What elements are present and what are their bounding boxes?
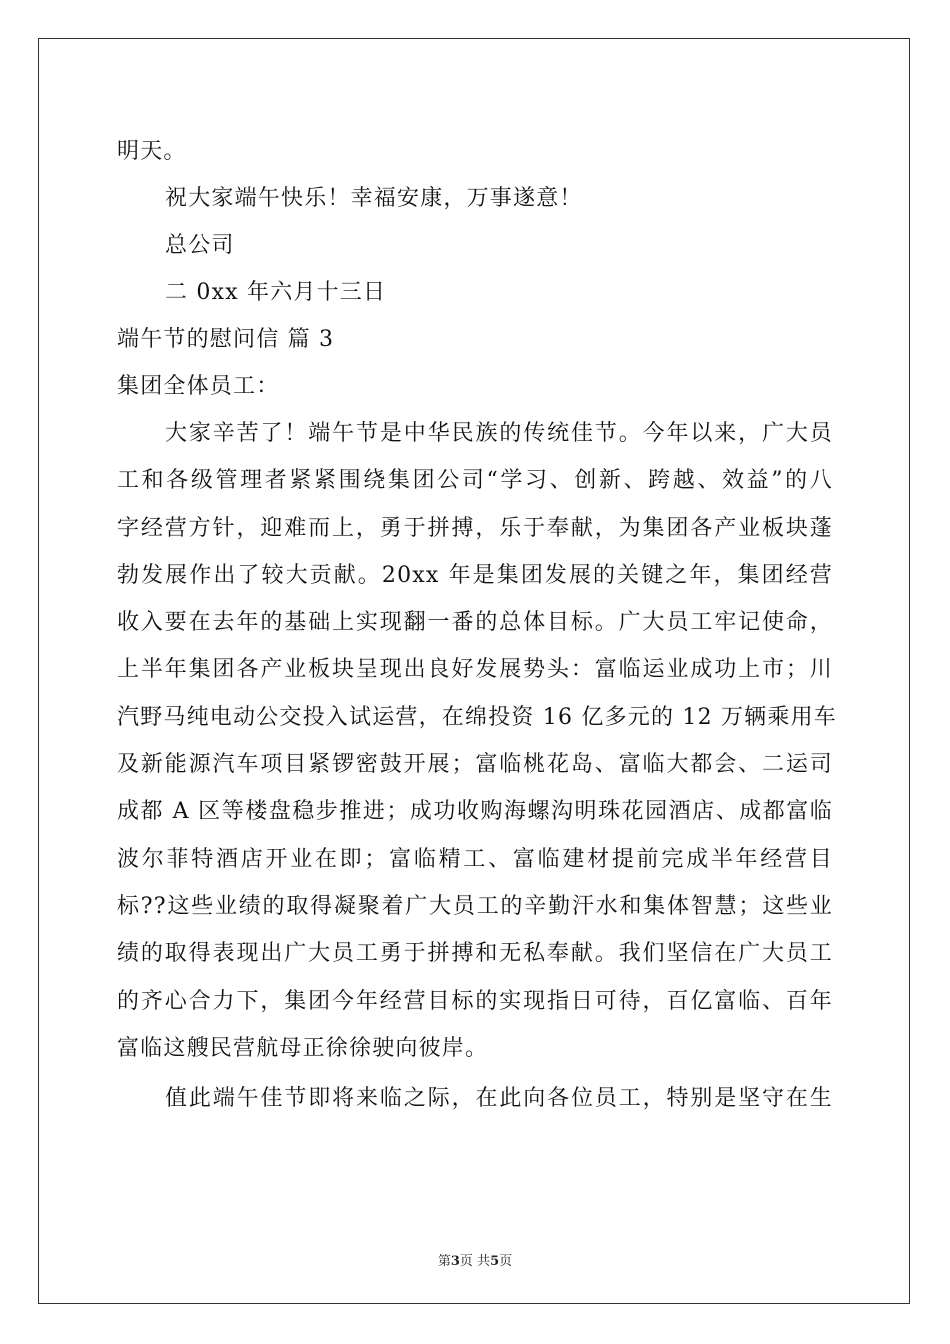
paragraph-line: 波尔菲特酒店开业在即；富临精工、富临建材提前完成半年经营目: [117, 846, 833, 872]
paragraph-line: 成都 A 区等楼盘稳步推进；成功收购海螺沟明珠花园酒店、成都富临: [117, 799, 833, 825]
paragraph-line: 上半年集团各产业板块呈现出良好发展势头：富临运业成功上市；川: [117, 657, 833, 683]
paragraph-line: 的齐心合力下，集团今年经营目标的实现指日可待，百亿富临、百年: [117, 988, 833, 1014]
signature-date: 二 0xx 年六月十三日: [165, 280, 387, 305]
page-current: 3: [450, 1254, 460, 1269]
paragraph-line: 绩的取得表现出广大员工勇于拼搏和无私奉献。我们坚信在广大员工: [117, 941, 833, 967]
paragraph-line: 标??这些业绩的取得凝聚着广大员工的辛勤汗水和集体智慧；这些业: [117, 893, 833, 919]
paragraph-line: 大家辛苦了！端午节是中华民族的传统佳节。今年以来，广大员: [165, 421, 833, 446]
page-footer: [0, 1250, 950, 1269]
page-suffix: 页: [499, 1254, 513, 1269]
page-mid: 页 共: [459, 1254, 491, 1269]
salutation: 集团全体员工：: [117, 374, 280, 399]
document-body: [117, 128, 837, 1122]
greeting-line: 祝大家端午快乐！幸福安康，万事遂意！: [165, 186, 583, 211]
paragraph-line: 收入要在去年的基础上实现翻一番的总体目标。广大员工牢记使命，: [117, 610, 833, 636]
paragraph-line: 字经营方针，迎难而上，勇于拼搏，乐于奉献，为集团各产业板块蓬: [117, 515, 833, 541]
paragraph-2: [117, 1075, 833, 1122]
paragraph-line: 及新能源汽车项目紧锣密鼓开展；富临桃花岛、富临大都会、二运司: [117, 752, 833, 778]
paragraph-line: 富临这艘民营航母正徐徐驶向彼岸。: [117, 1035, 489, 1061]
paragraph-1: [117, 410, 837, 1072]
paragraph-line: 工和各级管理者紧紧围绕集团公司“学习、创新、跨越、效益”的八: [117, 468, 833, 494]
page-prefix: 第: [437, 1254, 451, 1269]
text-line: 明天。: [117, 139, 187, 164]
signature-company: 总公司: [165, 233, 235, 258]
paragraph-line: 汽野马纯电动公交投入试运营，在绵投资 16 亿多元的 12 万辆乘用车: [117, 704, 837, 730]
section-title: 端午节的慰问信 篇 3: [117, 327, 335, 352]
paragraph-line: 勃发展作出了较大贡献。20xx 年是集团发展的关键之年，集团经营: [117, 562, 833, 588]
page-total: 5: [490, 1254, 500, 1269]
paragraph-line: 值此端午佳节即将来临之际，在此向各位员工，特别是坚守在生: [165, 1086, 833, 1112]
